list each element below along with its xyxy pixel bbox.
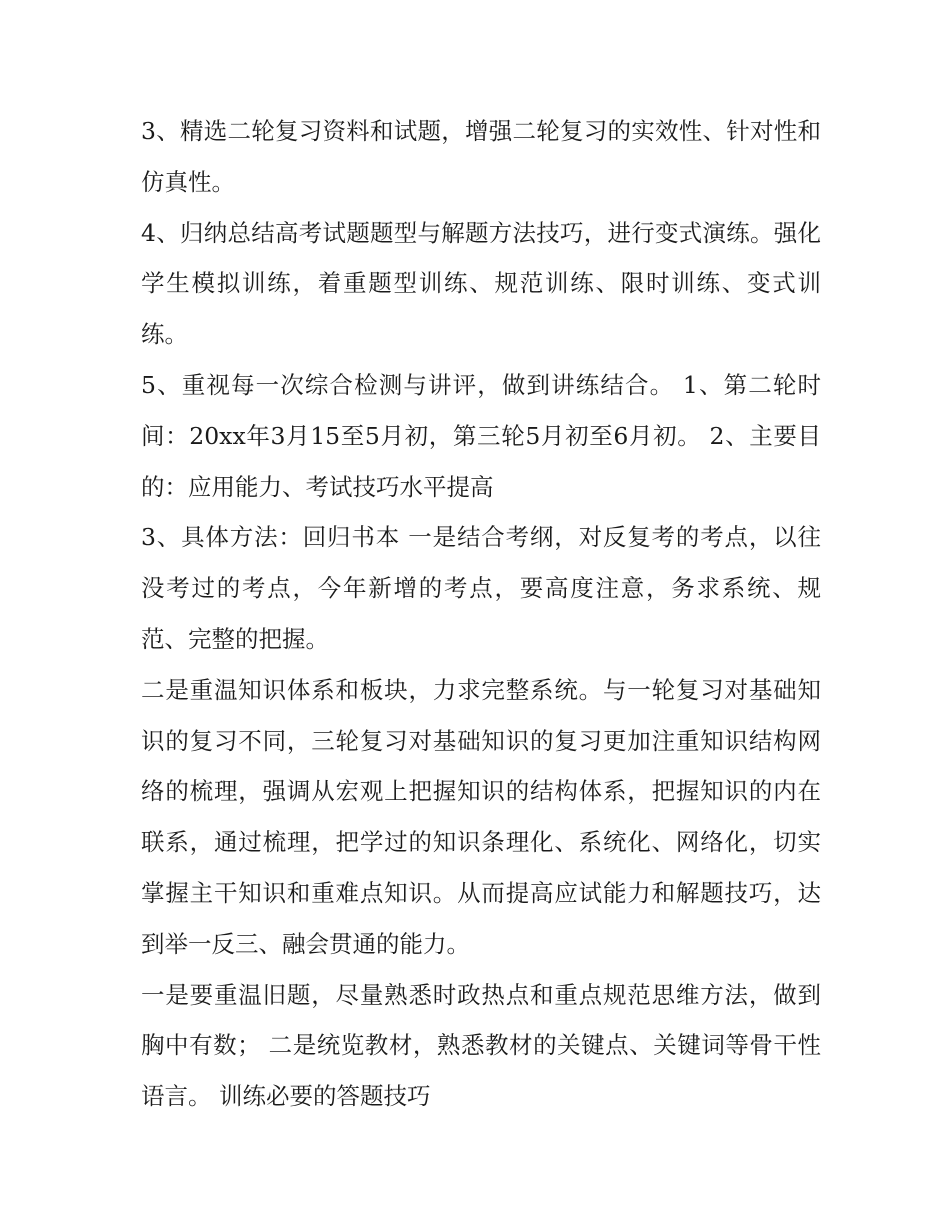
paragraph-old-questions: 一是要重温旧题，尽量熟悉时政热点和重点规范思维方法，做到胸中有数； 二是统览教材，熟悉教材的关键点、关键词等骨干性语言。 训练必要的答题技巧 bbox=[141, 980, 821, 1111]
paragraph-question-types: 4、归纳总结高考试题题型与解题方法技巧，进行变式演练。强化学生模拟训练，着重题型训练、规范训练、限时训练、变式训练。 bbox=[141, 218, 821, 349]
paragraph-schedule: 5、重视每一次综合检测与讲评，做到讲练结合。 1、第二轮时间：20xx年3月15至5月初，第三轮5月初至6月初。 2、主要目的：应用能力、考试技巧水平提高 bbox=[141, 370, 821, 501]
document-page bbox=[141, 106, 821, 1122]
paragraph-methods: 3、具体方法：回归书本 一是结合考纲，对反复考的考点，以往没考过的考点，今年新增的考点，要高度注意，务求系统、规范、完整的把握。 bbox=[141, 523, 821, 653]
paragraph-review-materials: 3、精选二轮复习资料和试题，增强二轮复习的实效性、针对性和仿真性。 bbox=[141, 117, 821, 196]
paragraph-knowledge-system: 二是重温知识体系和板块，力求完整系统。与一轮复习对基础知识的复习不同，三轮复习对基础知识的复习更加注重知识结构网络的梳理，强调从宏观上把握知识的结构体系，把握知识的内在联系，通过梳理，把学过的知识条理化、系统化、网络化，切实掌握主干知识和重难点知识。从而提高应试能力和解题技巧，达到举一反三、融会贯通的能力。 bbox=[141, 675, 821, 958]
